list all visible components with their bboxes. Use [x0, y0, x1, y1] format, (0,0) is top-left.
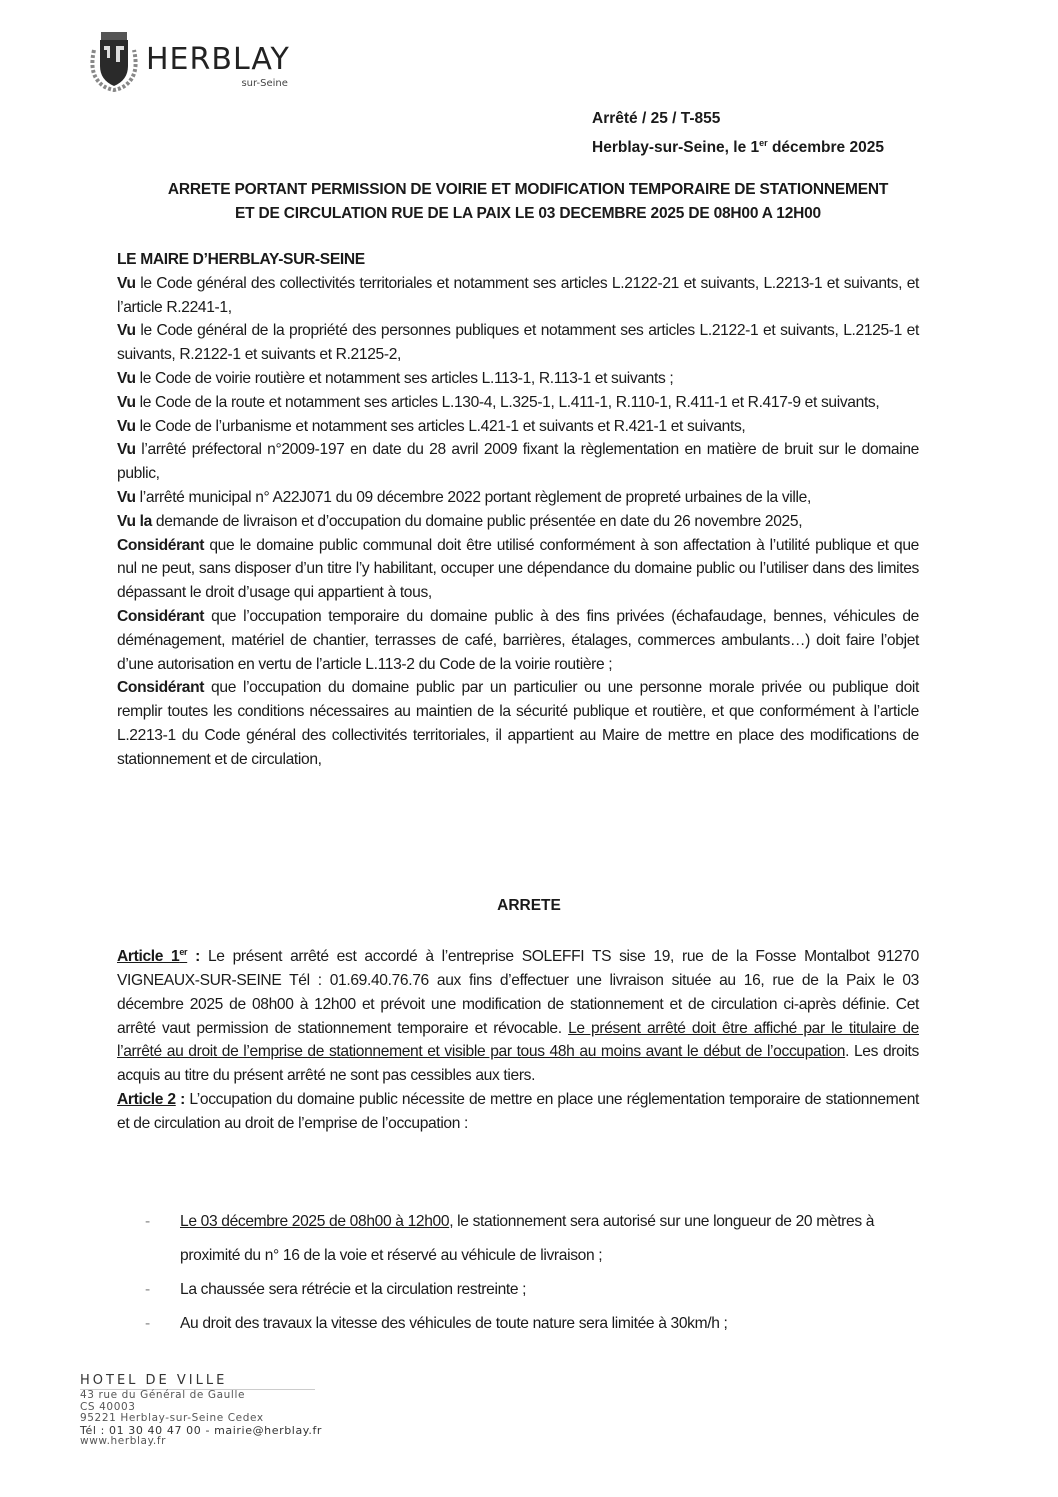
- measure-item: - La chaussée sera rétrécie et la circulation restreinte ;: [145, 1273, 925, 1307]
- title-line-1: ARRETE PORTANT PERMISSION DE VOIRIE ET MODIFICATION TEMPORAIRE DE STATIONNEMENT: [167, 181, 889, 198]
- preamble: [117, 248, 919, 772]
- article-1: Article 1er : Le présent arrêté est accordé à l’entreprise SOLEFFI TS sise 19, rue de la Fosse Montalbot 91270 VIGNEAUX-SUR-SEINE Tél : 01.69.40.76.76 aux fins d’effectuer une livraison située au 16, rue de la Paix le 03 décembre 2025 de 08h00 à 12h00 et prévoit une modification de stationnement et de circulation ci-après définie. Cet arrêté vaut permission de stationnement temporaire et révocable. Le présent arrêté doit être affiché par le titulaire de l’arrêté au droit de l’emprise de stationnement et visible par tous 48h au moins avant le début de l’occupation. Les droits acquis au titre du présent arrêté ne sont pas cessibles aux tiers.: [117, 947, 920, 1085]
- footer-address: [80, 1373, 322, 1448]
- bullet-dash-icon: -: [145, 1213, 150, 1230]
- articles: [117, 941, 919, 1136]
- footer-address-line: CS 40003: [80, 1400, 136, 1413]
- article-2-label: Article 2: [117, 1090, 176, 1108]
- preamble-clause: Vu le Code général des collectivités territoriales et notamment ses articles L.2122-21 et suivants, L.2213-1 et suivants, et l’article R.2241-1,: [117, 274, 919, 316]
- bullet-dash-icon: -: [145, 1281, 150, 1298]
- footer-title: HOTEL DE VILLE: [80, 1373, 315, 1390]
- article-1-label: Article 1er: [117, 947, 188, 966]
- footer-address-line: 43 rue du Général de Gaulle: [80, 1389, 246, 1401]
- posting-requirement: Le présent arrêté doit être affiché par le titulaire de l’arrêté au droit de l’emprise de stationnement et visible par tous 48h au moins avant le début de l’occupation: [117, 1019, 919, 1061]
- city-logo: [88, 28, 290, 92]
- preamble-clause: Vu l’arrêté préfectoral n°2009-197 en date du 28 avril 2009 fixant la règlementation en matière de bruit sur le domaine public,: [117, 441, 919, 483]
- preamble-clause: Vu l’arrêté municipal n° A22J071 du 09 décembre 2022 portant règlement de propreté urbaines de la ville,: [117, 488, 811, 506]
- footer-contact: Tél : 01 30 40 47 00 - mairie@herblay.fr: [80, 1423, 323, 1437]
- title-line-2: ET DE CIRCULATION RUE DE LA PAIX LE 03 DECEMBRE 2025 DE 08H00 A 12H00: [235, 205, 821, 222]
- article-2: Article 2 : L’occupation du domaine public nécessite de mettre en place une réglementation temporaire de stationnement et de circulation au droit de l’emprise de l’occupation :: [117, 1090, 919, 1132]
- preamble-clause: Considérant que l’occupation du domaine public par un particulier ou une personne morale privée ou publique doit remplir toutes les conditions nécessaires au maintien de la sécurité publique et routière, et que conformément à l’article L.2213-1 du Code général des collectivités territoriales, il appartient au Maire de mettre en place des modifications de stationnement et de circulation,: [117, 679, 919, 768]
- decree-number: Arrêté / 25 / T-855: [592, 110, 721, 127]
- logo-name: HERBLAY: [146, 42, 290, 77]
- preamble-clause: Vu le Code de la route et notamment ses articles L.130-4, L.325-1, L.411-1, R.110-1, R.411-1 et R.417-9 et suivants,: [117, 393, 880, 411]
- footer-address-line: 95221 Herblay-sur-Seine Cedex: [80, 1412, 264, 1424]
- preamble-clause: Considérant que l’occupation temporaire du domaine public à des fins privées (échafaudage, bennes, véhicules de déménagement, matériel de chantier, terrasses de café, barrières, étalages, commerces ambulants…) doit faire l’objet d’une autorisation en vertu de l’article L.113-2 du Code de la voirie routière ;: [117, 607, 919, 673]
- measure-item: - Au droit des travaux la vitesse des véhicules de toute nature sera limitée à 30km/h ;: [145, 1307, 925, 1341]
- arrete-heading: ARRETE: [497, 897, 561, 914]
- city-crest-icon: [88, 28, 140, 92]
- footer-website: www.herblay.fr: [80, 1435, 167, 1447]
- document-title: [118, 178, 938, 226]
- preamble-heading: LE MAIRE D’HERBLAY-SUR-SEINE: [117, 251, 365, 268]
- decree-reference: [592, 106, 884, 160]
- preamble-clause: Vu la demande de livraison et d’occupation du domaine public présentée en date du 26 novembre 2025,: [117, 512, 803, 530]
- logo-subtitle: sur-Seine: [241, 78, 288, 89]
- preamble-clause: Vu le Code de l’urbanisme et notamment ses articles L.421-1 et suivants et R.421-1 et suivants,: [117, 417, 746, 435]
- clauses-list: [117, 272, 919, 772]
- measures-list: [145, 1205, 925, 1341]
- preamble-clause: Vu le Code de voirie routière et notamment ses articles L.113-1, R.113-1 et suivants ;: [117, 369, 674, 387]
- measure-item: - Le 03 décembre 2025 de 08h00 à 12h00, le stationnement sera autorisé sur une longueur de 20 mètres à proximité du n° 16 de la voie et réservé au véhicule de livraison ;: [145, 1205, 925, 1273]
- bullet-dash-icon: -: [145, 1315, 150, 1332]
- preamble-clause: Vu le Code général de la propriété des personnes publiques et notamment ses articles L.2122-1 et suivants, L.2125-1 et suivants, R.2122-1 et suivants et R.2125-2,: [117, 322, 919, 364]
- preamble-clause: Considérant que le domaine public communal doit être utilisé conformément à son affectation à l’utilité publique et que nul ne peut, sans disposer d’un titre l’y habilitant, occuper une dépendance du domaine public ou l’utiliser dans des limites dépassant le droit d’usage qui appartient à tous,: [117, 536, 919, 602]
- place-date: Herblay-sur-Seine, le 1er décembre 2025: [592, 138, 884, 157]
